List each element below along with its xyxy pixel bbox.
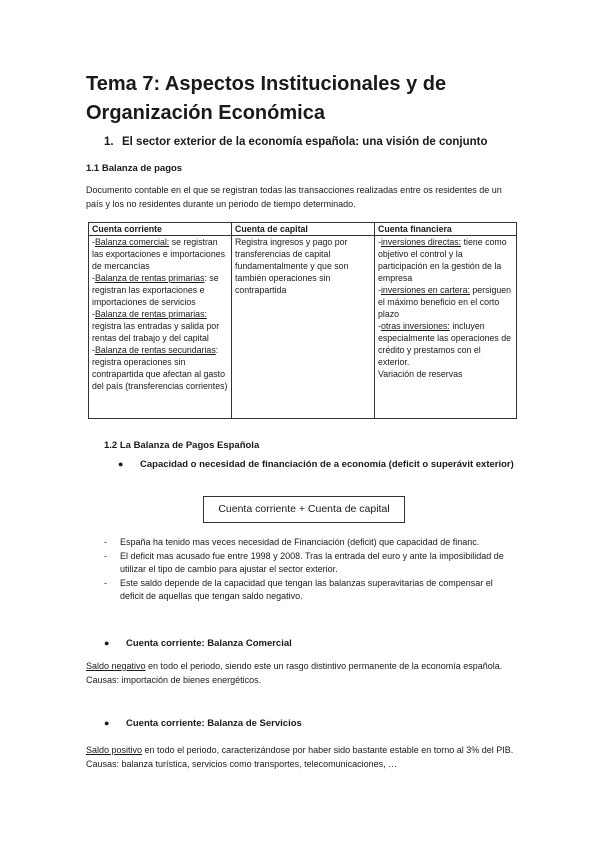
balanza-servicios-paragraph [86, 744, 518, 771]
bullet-text: Cuenta corriente: Balanza Comercial [126, 638, 292, 649]
dash: - [378, 321, 381, 331]
list-item [104, 550, 518, 577]
formula-box: Cuenta corriente + Cuenta de capital [203, 496, 405, 523]
dash: - [92, 309, 95, 319]
list-item-text: El deficit mas acusado fue entre 1998 y 2008. Tras la entrada del euro y ante la imposibilidad de utilizar el tipo de cambio para ajustar el sector exterior. [120, 550, 504, 574]
dash: - [92, 345, 95, 355]
bullet-text: Capacidad o necesidad de financiación de a economía (deficit o superávit exterior) [140, 459, 514, 470]
bullet-item [104, 638, 292, 649]
inversiones-directas-text: tiene como objetivo el control y la participación en la gestión de la empresa [378, 237, 507, 283]
table-row [89, 236, 517, 419]
bullet-item [118, 457, 518, 472]
list-item [104, 577, 518, 604]
saldo-negativo-label: Saldo negativo [86, 661, 146, 671]
list-item-text: España ha tenido mas veces necesidad de Financiación (deficit) que capacidad de financ. [120, 537, 480, 547]
otras-inversiones-text: incluyen especialmente las operaciones de crédito y prestamos con el exterior. [378, 321, 512, 367]
cuenta-financiera-cell [375, 236, 517, 419]
bullet-icon: ● [104, 638, 110, 648]
paragraph-text: en todo el periodo, caracterizándose por haber sido bastante estable en torno al 3% del PIB. Causas: balanza turística, servicios como transportes, telecomunicaciones, … [86, 745, 514, 769]
rentas-primarias-2-label: Balanza de rentas primarias: [94, 309, 207, 319]
balanza-table [88, 222, 517, 419]
dash: - [378, 237, 381, 247]
variacion-reservas: Variación de reservas [378, 369, 463, 379]
dash-list [104, 536, 518, 604]
dash: - [104, 537, 107, 547]
balanza-comercial-paragraph [86, 660, 518, 687]
bullet-text: Cuenta corriente: Balanza de Servicios [126, 718, 302, 729]
list-item-text: Este saldo depende de la capacidad que tengan las balanzas superavitarias de compensar el deficit de aquellas que tengan saldo negativo. [120, 577, 493, 601]
rentas-primarias-label: Balanza de rentas primarias [94, 273, 205, 283]
section-number: 1. [104, 136, 114, 148]
subsection-heading-1-2: 1.2 La Balanza de Pagos Española [104, 440, 260, 451]
dash: - [378, 285, 381, 295]
table-header: Cuenta de capital [232, 223, 375, 236]
inversiones-directas-label: inversiones directas: [380, 237, 462, 247]
cuenta-capital-cell: Registra ingresos y pago por transferencias de capital fundamentalmente y que son también operaciones sin contrapartida [232, 236, 375, 419]
subsection-heading-1-1: 1.1 Balanza de pagos [86, 163, 183, 174]
paragraph-text: en todo el periodo, siendo este un rasgo distintivo permanente de la economía española. Causas: importación de bienes energéticos. [86, 661, 503, 685]
inversiones-cartera-label: inversiones en cartera: [380, 285, 470, 295]
bullet-icon: ● [118, 459, 124, 469]
dash: - [104, 577, 107, 588]
table-header: Cuenta financiera [375, 223, 517, 236]
section-heading [104, 136, 488, 148]
rentas-secundarias-label: Balanza de rentas secundarias [94, 345, 216, 355]
dash: - [92, 273, 95, 283]
rentas-primarias-text: : se registran las exportaciones e importaciones de servicios [92, 273, 219, 307]
otras-inversiones-label: otras inversiones: [380, 321, 450, 331]
rentas-secundarias-text: : registra operaciones sin contrapartida que afectan al gasto del país (transferencias corrientes) [92, 345, 228, 391]
rentas-primarias-2-text: registra las entradas y salida por rentas del trabajo y del capital [92, 321, 220, 343]
section-heading-text: El sector exterior de la economía española: una visión de conjunto [122, 136, 488, 148]
table-header-row [89, 223, 517, 236]
balanza-definition: Documento contable en el que se registran todas las transacciones realizadas entre os residentes de un país y los no residentes durante un periodo de tiempo determinado. [86, 185, 502, 209]
dash: - [92, 237, 95, 247]
cuenta-corriente-cell [89, 236, 232, 419]
balanza-comercial-label: Balanza comercial: [94, 237, 170, 247]
saldo-positivo-label: Saldo positivo [86, 745, 143, 755]
bullet-item [104, 718, 302, 729]
inversiones-cartera-text: persiguen el máximo beneficio en el corto plazo [378, 285, 512, 319]
table-header: Cuenta corriente [89, 223, 232, 236]
page-title: Tema 7: Aspectos Institucionales y de Organización Económica [86, 73, 447, 124]
bullet-icon: ● [104, 718, 110, 728]
dash: - [104, 550, 107, 561]
list-item [104, 536, 518, 550]
balanza-comercial-text: se registran las exportaciones e importaciones de mercancías [92, 237, 226, 271]
